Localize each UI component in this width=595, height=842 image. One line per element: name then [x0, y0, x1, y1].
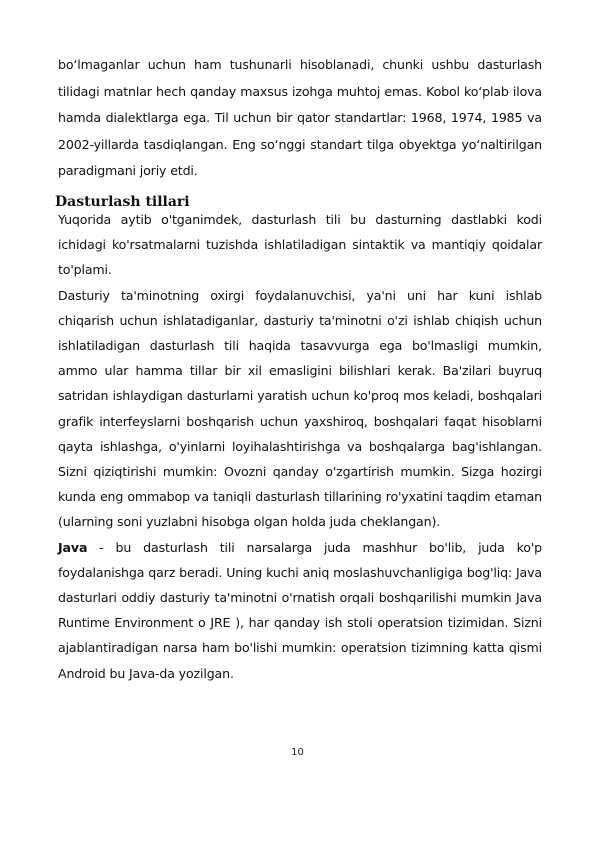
java-paragraph — [58, 535, 542, 686]
intro-paragraph: bo‘lmaganlar uchun ham tushunarli hisoblanadi, chunki ushbu dasturlash tilidagi matnlar hech qanday maxsus izohga muhtoj emas. Kobol ko‘plab ilova hamda dialektlarga ega. Til uchun bir qator standartlar: 1968, 1974, 1985 va 2002-yillarda tasdiqlangan. Eng so‘nggi standart tilga obyektga yo‘naltirilgan paradigmani joriy etdi. — [58, 57, 542, 179]
overview-paragraph: Dasturiy ta'minotning oxirgi foydalanuvchisi, ya'ni uni har kuni ishlab chiqarish uchun ishlatadiganlar, dasturiy ta'minotni o'zi ishlab chiqish uchun ishlatiladigan dasturlash tili haqida tasavvurga ega bo'lmasligi mumkin, ammo ular hamma tillar bir xil emasligini bilishlari kerak. Ba'zilari buyruq satridan ishlaydigan dasturlarni yaratish uchun ko'proq mos keladi, boshqalari grafik interfeyslarni boshqarish uchun yaxshiroq, boshqalari faqat hisoblarni qayta ishlashga, o'yinlarni loyihalashtirishga va boshqalarga bag'ishlangan. Sizni qiziqtirishi mumkin: Ovozni qanday o'zgartirish mumkin. Sizga hozirgi kunda eng ommabop va taniqli dasturlash tillarining ro'yxatini taqdim etaman (ularning soni yuzlabni hisobga olgan holda juda cheklangan). — [58, 287, 542, 530]
definition-paragraph: Yuqorida aytib o'tganimdek, dasturlash tili bu dasturning dastlabki kodi ichidagi ko'rsatmalarni tuzishda ishlatiladigan sintaktik va mantiqiy qoidalar to'plami. — [58, 211, 542, 278]
section-heading: Dasturlash tillari — [55, 193, 190, 210]
java-term: Java — [58, 539, 88, 555]
page-number: 10 — [291, 747, 304, 758]
java-description: - bu dasturlash tili narsalarga juda mashhur bo'lib, juda ko'p foydalanishga qarz beradi. Uning kuchi aniq moslashuvchanligiga bog'liq: Java dasturlari oddiy dasturiy ta'minotni o'rnatish orqali boshqarilishi mumkin Java Runtime Environment o JRE ), har qanday ish stoli operatsion tizimidan. Sizni ajablantiradigan narsa ham bo'lishi mumkin: operatsion tizimning katta qismi Android bu Java-da yozilgan. — [58, 539, 542, 681]
document-page — [55, 52, 542, 686]
